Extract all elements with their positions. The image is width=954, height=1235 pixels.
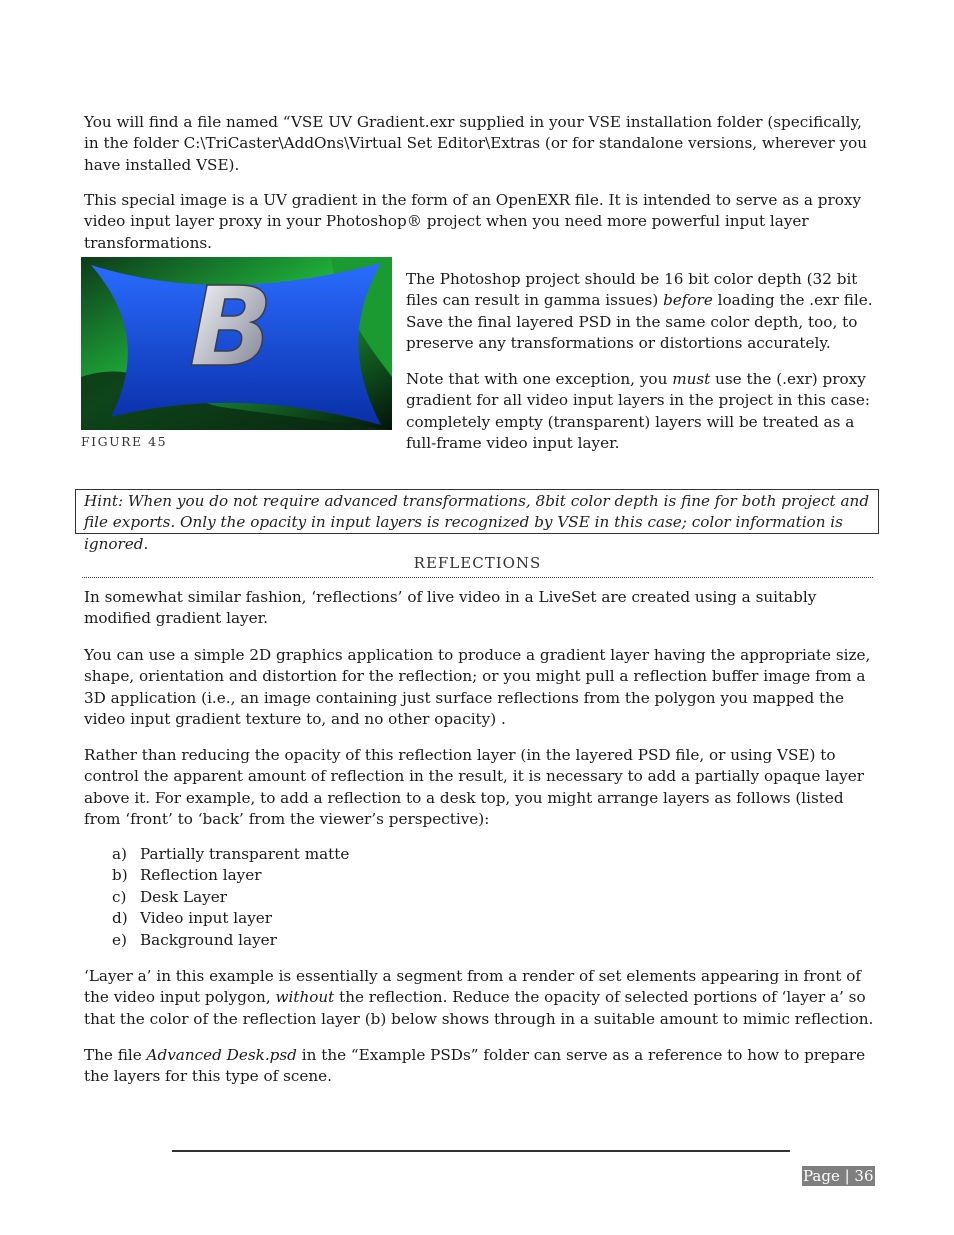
- list-item: c) Desk Layer: [112, 887, 227, 906]
- hint-box: Hint: When you do not require advanced transformations, 8bit color depth is fine for both project and file exports. Only the opacity in input layers is recognized by VSE in this case; color information is ignored.: [75, 489, 879, 534]
- bit-depth-paragraph: The Photoshop project should be 16 bit color depth (32 bit files can result in gamma issues) before loading the .exr file. Save the final layered PSD in the same color depth, too, to preserve any transformations or distortions accurately.: [406, 270, 873, 353]
- opacity-paragraph: Rather than reducing the opacity of this reflection layer (in the layered PSD file, or using VSE) to control the apparent amount of reflection in the result, it is necessary to add a partially opaque layer above it. For example, to add a reflection to a desk top, you might arrange layers as follows (listed from ‘front’ to ‘back’ from the viewer’s perspective):: [84, 746, 864, 829]
- reflections-paragraph: In somewhat similar fashion, ‘reflections’ of live video in a LiveSet are created using a suitably modified gradient layer.: [84, 588, 817, 628]
- layer-a-paragraph: ‘Layer a’ in this example is essentially a segment from a render of set elements appearing in front of the video input polygon, without the reflection. Reduce the opacity of selected portions of ‘layer a’ so that the color of the reflection layer (b) below shows through in a suitable amount to mimic reflection.: [84, 967, 874, 1028]
- list-item: a) Partially transparent matte: [112, 845, 350, 863]
- list-item: b) Reflection layer: [112, 866, 262, 885]
- figure-caption: FIGURE 45: [81, 434, 168, 449]
- gradient-layer-paragraph: You can use a simple 2D graphics application to produce a gradient layer having the appropriate size, shape, orientation and distortion for the reflection; or you might pull a reflection buffer image from a 3D application (i.e., an image containing just surface reflections from the polygon you mapped the video input gradient texture to, and no other opacity) .: [84, 646, 871, 729]
- example-file-paragraph: The file Advanced Desk.psd in the “Example PSDs” folder can serve as a reference to how to prepare the layers for this type of scene.: [84, 1046, 866, 1086]
- footer-rule: [172, 1150, 790, 1152]
- intro-paragraph: You will find a file named “VSE UV Gradient.exr supplied in your VSE installation folder (specifically, in the folder C:\TriCaster\AddOns\Virtual Set Editor\Extras (or for standalone versions, wherever you have installed VSE).: [84, 113, 868, 174]
- layer-order-list: [112, 844, 349, 951]
- page-number: Page | 36: [803, 1167, 874, 1185]
- list-item: e) Background layer: [112, 930, 277, 949]
- list-item: d) Video input layer: [112, 909, 273, 928]
- exception-paragraph: Note that with one exception, you must use the (.exr) proxy gradient for all video input layers in the project in this case: completely empty (transparent) layers will be treated as a full-frame video input layer.: [406, 370, 871, 453]
- section-heading: REFLECTIONS: [82, 553, 873, 578]
- uv-gradient-logo-picture: [81, 257, 392, 430]
- figure-logo-letter: B: [189, 263, 273, 391]
- figure-45-image: [81, 257, 392, 430]
- proxy-paragraph: This special image is a UV gradient in the form of an OpenEXR file. It is intended to serve as a proxy video input layer proxy in your Photoshop® project when you need more powerful input layer transformations.: [84, 191, 862, 252]
